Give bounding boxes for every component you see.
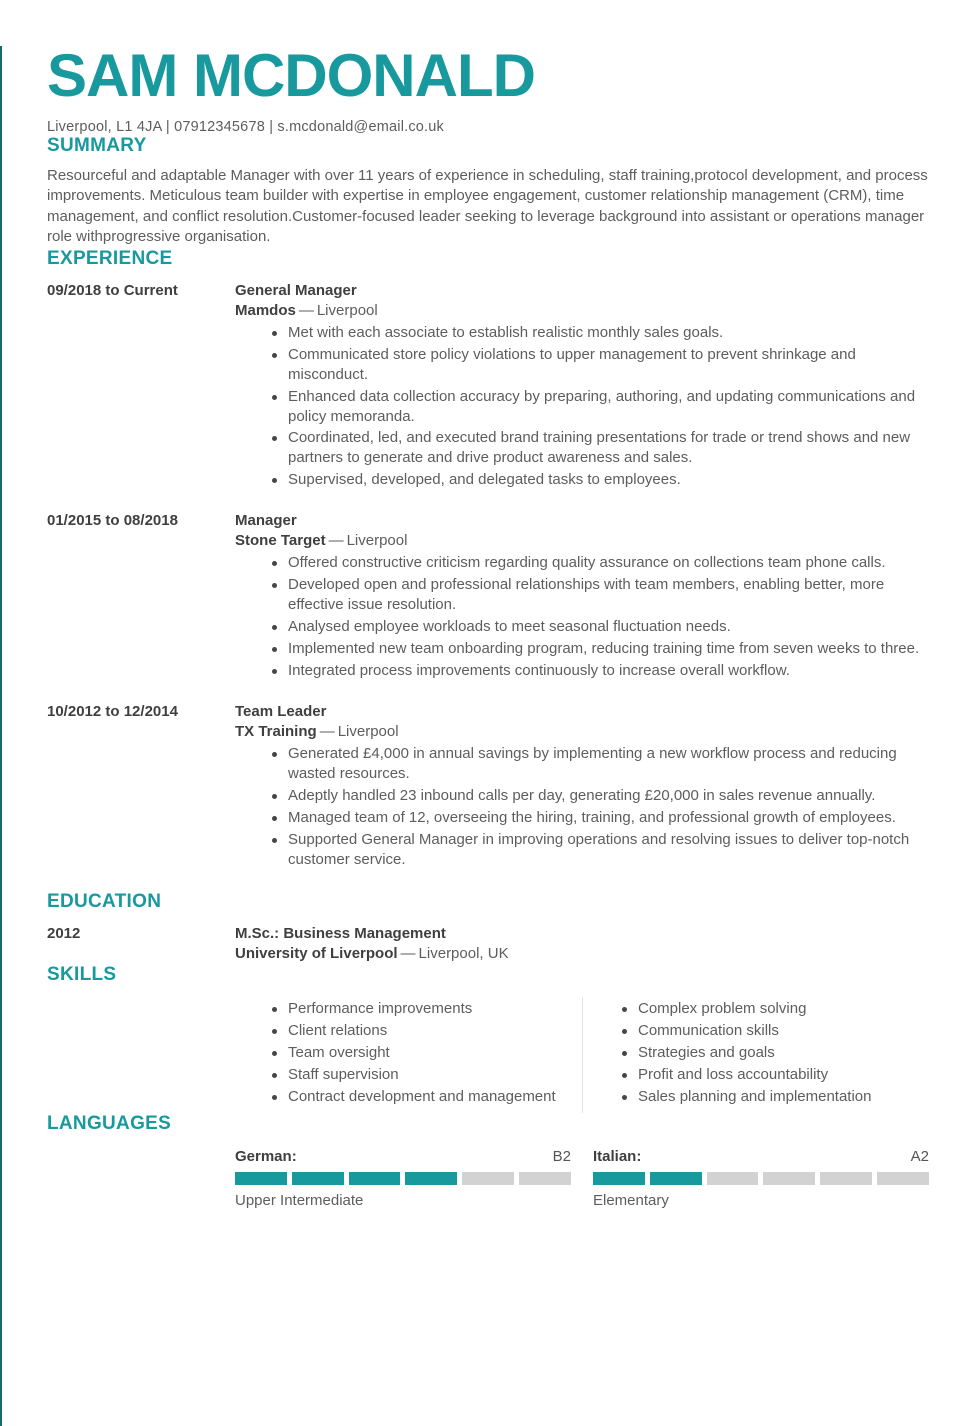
language-bar-segment — [349, 1172, 401, 1185]
education-school: University of Liverpool — [235, 944, 398, 962]
skill-item: Profit and loss accountability — [619, 1065, 929, 1085]
job-bullet-list — [269, 744, 929, 870]
skill-item: Strategies and goals — [619, 1043, 929, 1063]
job-company-line — [235, 301, 929, 321]
bullet-item: Met with each associate to establish realistic monthly sales goals. — [269, 323, 929, 343]
languages-section — [235, 1148, 929, 1209]
education-heading: EDUCATION — [47, 890, 162, 912]
bullet-item: Implemented new team onboarding program, reducing training time from seven weeks to three. — [269, 639, 929, 659]
job-location: Liverpool — [337, 723, 399, 741]
bullet-item: Adeptly handled 23 inbound calls per day, generating £20,000 in sales revenue annually. — [269, 786, 929, 806]
language-bar-segment — [462, 1172, 514, 1185]
skills-column-2 — [582, 997, 929, 1113]
dash-separator: — — [319, 723, 335, 741]
job-entry — [47, 511, 929, 683]
language-bar-segment — [235, 1172, 287, 1185]
education-degree: M.Sc.: Business Management — [235, 924, 446, 942]
language-entry — [235, 1148, 571, 1209]
language-bar-segment — [763, 1172, 815, 1185]
skills-column-1 — [235, 997, 582, 1113]
skills-section — [47, 997, 929, 1113]
page-edge-bar — [0, 46, 2, 1426]
job-company: TX Training — [235, 723, 317, 741]
language-bar-segment — [593, 1172, 645, 1185]
skill-item: Sales planning and implementation — [619, 1087, 929, 1107]
bullet-item: Supervised, developed, and delegated tasks to employees. — [269, 470, 929, 490]
bullet-item: Offered constructive criticism regarding quality assurance on collections team phone calls. — [269, 553, 929, 573]
skill-item: Client relations — [269, 1021, 582, 1041]
dash-separator: — — [400, 944, 416, 962]
job-dates: 09/2018 to Current — [47, 281, 178, 299]
contact-line: Liverpool, L1 4JA | 07912345678 | s.mcdonald@email.co.uk — [47, 119, 445, 135]
language-bar-segment — [405, 1172, 457, 1185]
job-title: Manager — [235, 512, 297, 530]
skill-item: Contract development and management — [269, 1087, 582, 1107]
bullet-item: Enhanced data collection accuracy by preparing, authoring, and updating communications and policy memoranda. — [269, 387, 929, 427]
job-company: Mamdos — [235, 301, 296, 319]
language-bar-segment — [292, 1172, 344, 1185]
skill-item: Team oversight — [269, 1043, 582, 1063]
skills-list-1 — [269, 999, 582, 1107]
job-dates: 01/2015 to 08/2018 — [47, 512, 178, 530]
job-entry — [47, 281, 929, 493]
language-bar — [235, 1172, 571, 1185]
education-school-line — [235, 944, 929, 964]
skill-item: Communication skills — [619, 1021, 929, 1041]
job-company-line — [235, 722, 929, 742]
job-title: Team Leader — [235, 703, 327, 721]
skill-item: Performance improvements — [269, 999, 582, 1019]
education-entry — [47, 924, 929, 964]
job-details — [235, 702, 929, 872]
candidate-name: SAM MCDONALD — [47, 42, 535, 109]
summary-text: Resourceful and adaptable Manager with over 11 years of experience in scheduling, staff training,protocol development, and process improvements. Meticulous team builder with expertise in employee engagement, customer relationship management (CRM), time management, and conflict resolution.Customer-focused leader seeking to leverage background into assistant or operations manager role withprogressive organisation. — [47, 167, 928, 246]
experience-heading: EXPERIENCE — [47, 247, 173, 269]
job-company-line — [235, 531, 929, 551]
language-level: B2 — [552, 1147, 571, 1165]
skills-gutter — [47, 997, 235, 1113]
bullet-item: Coordinated, led, and executed brand training presentations for trade or trend shows and new partners to generate and drive product awareness and sales. — [269, 428, 929, 468]
language-header — [235, 1148, 571, 1165]
resume-page — [0, 42, 976, 1209]
language-header — [593, 1148, 929, 1165]
job-bullet-list — [269, 553, 929, 681]
job-dates: 10/2012 to 12/2014 — [47, 703, 178, 721]
language-bar-segment — [877, 1172, 929, 1185]
summary-heading: SUMMARY — [47, 135, 147, 156]
language-proficiency: Upper Intermediate — [235, 1191, 364, 1209]
skills-heading: SKILLS — [47, 964, 117, 986]
skills-list-2 — [619, 999, 929, 1107]
education-year: 2012 — [47, 924, 81, 942]
dash-separator: — — [298, 301, 314, 319]
job-bullet-list — [269, 323, 929, 491]
language-bar-segment — [650, 1172, 702, 1185]
language-bar-segment — [707, 1172, 759, 1185]
languages-heading: LANGUAGES — [47, 1112, 172, 1134]
job-location: Liverpool — [316, 301, 378, 319]
language-name: Italian: — [593, 1147, 642, 1165]
language-proficiency: Elementary — [593, 1191, 669, 1209]
job-company: Stone Target — [235, 532, 326, 550]
job-details — [235, 511, 929, 683]
skill-item: Staff supervision — [269, 1065, 582, 1085]
language-level: A2 — [910, 1147, 929, 1165]
job-details — [235, 281, 929, 493]
bullet-item: Developed open and professional relationships with team members, enabling better, more effective issue resolution. — [269, 575, 929, 615]
language-name: German: — [235, 1147, 297, 1165]
job-title: General Manager — [235, 281, 357, 299]
bullet-item: Analysed employee workloads to meet seasonal fluctuation needs. — [269, 617, 929, 637]
bullet-item: Integrated process improvements continuously to increase overall workflow. — [269, 661, 929, 681]
dash-separator: — — [328, 532, 344, 550]
job-entry — [47, 702, 929, 872]
education-location: Liverpool, UK — [418, 944, 509, 962]
skill-item: Complex problem solving — [619, 999, 929, 1019]
education-details — [235, 924, 929, 964]
language-bar-segment — [519, 1172, 571, 1185]
language-bar — [593, 1172, 929, 1185]
bullet-item: Managed team of 12, overseeing the hiring, training, and professional growth of employees. — [269, 808, 929, 828]
job-location: Liverpool — [346, 532, 408, 550]
language-bar-segment — [820, 1172, 872, 1185]
bullet-item: Generated £4,000 in annual savings by implementing a new workflow process and reducing wasted resources. — [269, 744, 929, 784]
bullet-item: Communicated store policy violations to upper management to prevent shrinkage and misconduct. — [269, 345, 929, 385]
bullet-item: Supported General Manager in improving operations and resolving issues to deliver top-notch customer service. — [269, 830, 929, 870]
language-entry — [593, 1148, 929, 1209]
